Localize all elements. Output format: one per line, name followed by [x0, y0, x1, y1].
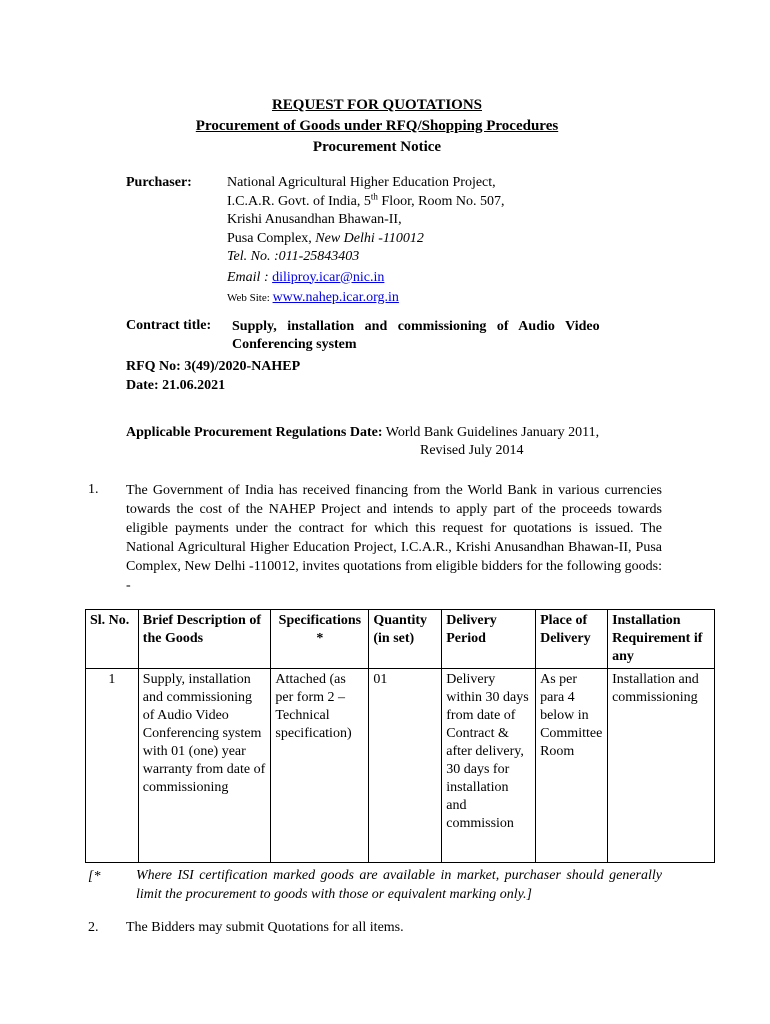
header-cell: Brief Description of the Goods — [138, 610, 271, 669]
regulations-line-2: Revised July 2014 — [420, 443, 524, 458]
contract-title-line-1: Supply, installation and commissioning of Audio Video — [232, 319, 600, 334]
email-link[interactable]: diliproy.icar@nic.in — [272, 269, 385, 285]
doc-title: REQUEST FOR QUOTATIONS — [271, 97, 483, 113]
contract-title-label: Contract title: — [126, 318, 212, 333]
header-cell: Quantity (in set) — [369, 610, 442, 669]
header-cell: Specifications * — [271, 610, 369, 669]
rfq-number: RFQ No: 3(49)/2020-NAHEP — [126, 359, 301, 374]
goods-table — [85, 609, 715, 863]
cell-specifications: Attached (as per form 2 – Technical specification) — [271, 669, 369, 863]
purchaser-tel: Tel. No. :011-25843403 — [227, 249, 360, 264]
rfq-date: Date: 21.06.2021 — [126, 378, 226, 393]
cell-installation: Installation and commissioning — [608, 669, 715, 863]
para-1-number: 1. — [88, 482, 99, 497]
header-cell: Installation Requirement if any — [608, 610, 715, 669]
regulations-line: Applicable Procurement Regulations Date: World Bank Guidelines January 2011, — [126, 425, 600, 440]
para-1-text: The Government of India has received financing from the World Bank in various currencies towards the cost of the NAHEP Project and intends to apply part of the proceeds towards eligible payments under the contract for which this request for quotations is issued. The National Agricultural Higher Education Project, I.C.A.R., Krishi Anusandhan Bhawan-II, Pusa Complex, New Delhi -110012, invites quotations from eligible bidders for the following goods: - — [126, 483, 662, 593]
note-text: Where ISI certification marked goods are available in market, purchaser should generally limit the procurement to goods with those or equivalent marking only.] — [136, 868, 662, 902]
para-2-number: 2. — [88, 920, 99, 935]
table-row — [86, 669, 715, 863]
header-cell: Delivery Period — [442, 610, 536, 669]
para-2-text: The Bidders may submit Quotations for all items. — [126, 920, 404, 935]
purchaser-address-1: I.C.A.R. Govt. of India, 5th Floor, Room No. 507, — [227, 190, 505, 209]
cell-sl-no: 1 — [86, 669, 139, 863]
note-mark: [* — [88, 869, 101, 884]
cell-place-of-delivery: As per para 4 below in Committee Room — [536, 669, 608, 863]
website-link[interactable]: www.nahep.icar.org.in — [272, 290, 399, 305]
cell-description: Supply, installation and commissioning of Audio Video Conferencing system with 01 (one) year warranty from date of commissioning — [138, 669, 271, 863]
header-cell: Place of Delivery — [536, 610, 608, 669]
purchaser-block — [227, 174, 667, 308]
purchaser-website: Web Site: www.nahep.icar.org.in — [227, 290, 399, 305]
purchaser-name: National Agricultural Higher Education Project, — [227, 175, 496, 190]
table-header-row — [86, 610, 715, 669]
cell-quantity: 01 — [369, 669, 442, 863]
doc-subtitle: Procurement of Goods under RFQ/Shopping Procedures — [195, 118, 559, 134]
contract-title-line-2: Conferencing system — [232, 337, 357, 352]
purchaser-address-3: Pusa Complex, New Delhi -110012 — [227, 230, 424, 246]
header-cell: Sl. No. — [86, 610, 139, 669]
cell-delivery-period: Delivery within 30 days from date of Contract & after delivery, 30 days for installation and commission — [442, 669, 536, 863]
doc-notice-title: Procurement Notice — [312, 139, 442, 155]
purchaser-label: Purchaser: — [126, 175, 192, 190]
purchaser-address-2: Krishi Anusandhan Bhawan-II, — [227, 212, 402, 227]
purchaser-email: Email : diliproy.icar@nic.in — [227, 269, 385, 285]
